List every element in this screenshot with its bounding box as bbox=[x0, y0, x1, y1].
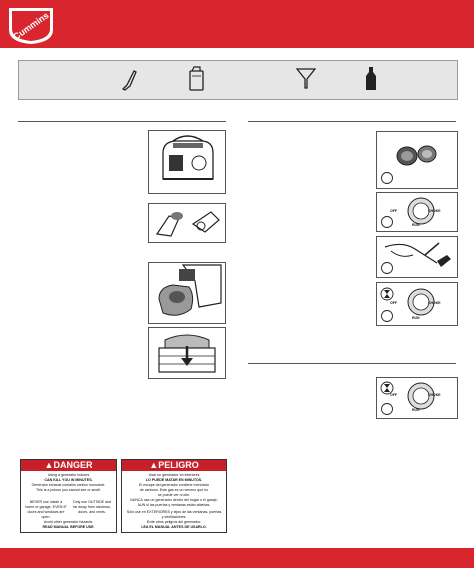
peligro-footer: Evite otros peligros del generador. LEA EL MANUAL ANTES DE USARLO. bbox=[141, 520, 207, 529]
pull-start-illustration bbox=[376, 236, 458, 278]
peligro-never-text: NUNCA use un generador dentro del hogar o el garaje, AUN si las puertas y ventanas están abiertas. bbox=[130, 498, 218, 507]
danger-warning-text: Using a generator indoors CAN KILL YOU IN MINUTES. Generator exhaust contains carbon monoxide. This is a poison you cannot see or smell. bbox=[31, 473, 106, 492]
dial-choke-label-3: CHOKE bbox=[428, 393, 441, 397]
footer-bar bbox=[0, 548, 474, 568]
fuel-cap-illustration bbox=[148, 203, 226, 243]
dial-off-label-3: OFF bbox=[390, 393, 397, 397]
choke-dial-illustration-3 bbox=[376, 377, 458, 419]
warning-triangle-icon: ▲ bbox=[44, 460, 54, 470]
danger-label bbox=[20, 459, 117, 533]
funnel-icon bbox=[296, 66, 316, 90]
switch-knobs-illustration bbox=[376, 131, 458, 189]
warning-triangle-icon: ▲ bbox=[149, 460, 159, 470]
dial-off-label: OFF bbox=[390, 209, 397, 213]
peligro-title: PELIGRO bbox=[158, 460, 199, 470]
danger-only-text: Only use OUTSIDE and far away from windows, doors, and vents. bbox=[72, 500, 112, 514]
dial-choke-label: CHOKE bbox=[428, 209, 441, 213]
generator-illustration bbox=[148, 130, 226, 194]
danger-footer: Avoid other generator hazards. READ MANUAL BEFORE USE. bbox=[42, 520, 95, 529]
svg-text:Cummins: Cummins bbox=[11, 10, 51, 42]
peligro-only-text: Sólo use en EXTERIORES y lejos de las ventanas, puertas y ventilaciones. bbox=[126, 510, 222, 519]
peligro-header bbox=[122, 460, 226, 471]
oil-bottle-icon bbox=[364, 66, 378, 92]
screwdriver-icon bbox=[120, 67, 138, 91]
peligro-warning-text: Usar un generador en interiores LO PUEDE MATAR EN MINUTOS. El escape del generador contiene monóxido de carbono. Este gas es un veneno que no se puede ver ni oler. bbox=[138, 473, 210, 497]
dial-off-label-2: OFF bbox=[390, 301, 397, 305]
danger-title: DANGER bbox=[53, 460, 93, 470]
fuel-can-icon bbox=[188, 66, 206, 92]
section-rule-right-2 bbox=[248, 363, 456, 364]
oil-fill-illustration bbox=[148, 262, 226, 324]
header-bar bbox=[0, 0, 474, 48]
dial-run-label-2: RUN bbox=[412, 316, 420, 320]
section-rule-right bbox=[248, 121, 456, 122]
peligro-label bbox=[121, 459, 227, 533]
danger-never-text: NEVER use inside a home or garage, EVEN IF doors and windows are open. bbox=[25, 500, 67, 519]
tools-panel bbox=[18, 60, 458, 100]
oil-level-illustration bbox=[148, 327, 226, 379]
dial-run-label: RUN bbox=[412, 223, 420, 227]
danger-pictograms bbox=[25, 492, 113, 519]
section-rule-left bbox=[18, 121, 226, 122]
dial-choke-label-2: CHOKE bbox=[428, 301, 441, 305]
dial-run-label-3: RUN bbox=[412, 408, 420, 412]
cummins-logo bbox=[6, 4, 56, 46]
danger-header bbox=[21, 460, 116, 471]
